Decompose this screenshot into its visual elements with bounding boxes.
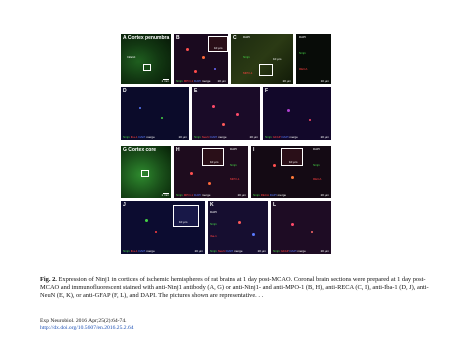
panel-c-side [295,33,332,85]
panel-h-scale: 20 μm [237,193,246,197]
panel-c-side-3: MPO-1 [243,71,253,75]
figure-composite [120,33,332,255]
panel-i-legend: Ninj1 RECA DAPI merge [253,193,287,197]
doi-link[interactable]: http://dx.doi.org/10.5607/en.2016.25.2.64 [40,325,134,331]
panel-i-side-2: Ninj1 [313,163,320,167]
panel-j-legend: Ninj1 Iba-1 DAPI merge [123,249,155,253]
panel-i-inset-scale: 10 μm [289,160,298,164]
panel-j [120,200,206,255]
panel-i-scale: 20 μm [320,193,329,197]
panel-h-side-2: Ninj1 [230,163,237,167]
panel-d [120,86,190,141]
panel-i-side-3: RECA [313,177,322,181]
panel-h-label: H [176,147,180,153]
panel-k-label: K [210,202,214,208]
panel-i [250,145,332,199]
panel-b-label: B [176,35,180,41]
panel-l-scale: 20 μm [320,249,329,253]
panel-b-cell [186,48,189,51]
panel-f [262,86,332,141]
panel-d-cell [161,117,163,119]
panel-c-label: C [233,35,237,41]
panel-f-label: F [265,88,269,94]
panel-b-cell [194,70,197,73]
panel-d-cell [139,107,141,109]
panel-h-side-1: DAPI [230,147,238,151]
panel-c-inset-scale: 10 μm [273,57,282,61]
panel-g-roi-box [141,170,149,177]
panel-b [173,33,229,85]
panel-j-cell [155,231,157,233]
caption-text: Expression of Ninj1 in cortices of ischemic hemispheres of rat brains at 1 day post-MCAO. Coronal brain sections were prepared at 1 day post-MCAO and immunofluorescent stained with anti-Ninj1 antibody (A, G) or anti-Ninj1- and anti-MPO-1 (B, H), anti-RECA (C, I), anti-Iba-1 (D, J), anti-NeuN (E, K), or anti-GFAP (F, L), and DAPI. The pictures shown are representative. . . [40,276,429,300]
panel-h-cell [208,182,211,185]
panel-c-zoom-inset [259,64,273,76]
panel-c-scale: 20 μm [282,79,291,83]
panel-j-cell [145,219,148,222]
panel-a [120,33,172,85]
panel-k-side-3: Iba-1 [210,234,217,238]
panel-b-legend: Ninj1 MPO-1 DAPI merge [176,79,211,83]
panel-h-side-3: MPO-1 [230,177,240,181]
figure-caption [40,276,440,301]
panel-e-label: E [194,88,198,94]
panel-g-label: G Cortex core [123,147,157,153]
panel-g [120,145,172,199]
panel-d-legend: Ninj1 Iba-1 DAPI merge [123,135,155,139]
panel-d-scale: 20 μm [178,135,187,139]
panel-c2-side-1: DAPI [299,35,307,39]
panel-b-inset-scale: 10 μm [214,46,223,50]
panel-b-scale: 20 μm [217,79,226,83]
panel-j-scale: 20 μm [194,249,203,253]
panel-i-cell [273,164,276,167]
panel-c2-side-3: RECA [299,67,308,71]
panel-i-cell [291,176,294,179]
panel-a-label: A Cortex penumbra [123,35,170,41]
panel-e-cell [222,123,225,126]
panel-e [191,86,261,141]
panel-e-legend: Ninj1 NeuN DAPI merge [194,135,227,139]
panel-a-roi-box [143,64,151,71]
panel-f-legend: Ninj1 GFAP DAPI merge [265,135,298,139]
panel-c-side-2: Ninj1 [243,55,250,59]
panel-b-cell [202,56,205,59]
panel-g-scale: 1 mm [161,193,169,197]
panel-a-infarct-label: Infarct [127,55,136,59]
panel-l-cell [311,231,313,233]
panel-a-scale: 1 mm [161,79,169,83]
panel-b-cell [214,68,216,70]
panel-i-side-1: DAPI [313,147,321,151]
panel-h-inset-scale: 10 μm [210,160,219,164]
panel-c2-scale: 10 μm [320,79,329,83]
panel-f-cell [287,109,290,112]
citation [40,318,134,332]
panel-e-scale: 20 μm [249,135,258,139]
panel-k-scale: 20 μm [257,249,266,253]
panel-k-side-1: DAPI [210,210,218,214]
panel-j-label: J [123,202,126,208]
journal-reference: Exp Neurobiol. 2016 Apr;25(2):64-74. [40,318,127,324]
panel-i-label: I [253,147,255,153]
panel-c-side-1: DAPI [243,35,251,39]
panel-f-scale: 20 μm [320,135,329,139]
panel-k-side-2: Ninj1 [210,222,217,226]
panel-h-legend: Ninj1 MPO-1 DAPI merge [176,193,211,197]
panel-k [207,200,269,255]
figure-number: Fig. 2. [40,276,57,283]
panel-k-legend: Ninj1 NeuN DAPI merge [210,249,243,253]
panel-d-label: D [123,88,127,94]
panel-l [270,200,332,255]
panel-e-cell [212,105,215,108]
panel-c [230,33,294,85]
panel-l-legend: Ninj1 GFAP DAPI merge [273,249,306,253]
panel-c2-side-2: Ninj1 [299,51,306,55]
panel-h-cell [190,172,193,175]
panel-h [173,145,249,199]
panel-l-label: L [273,202,277,208]
panel-j-inset-scale: 10 μm [179,220,188,224]
panel-f-cell [309,119,311,121]
panel-k-cell [238,221,241,224]
panel-e-cell [236,113,239,116]
panel-l-cell [291,223,294,226]
panel-k-cell [252,233,255,236]
